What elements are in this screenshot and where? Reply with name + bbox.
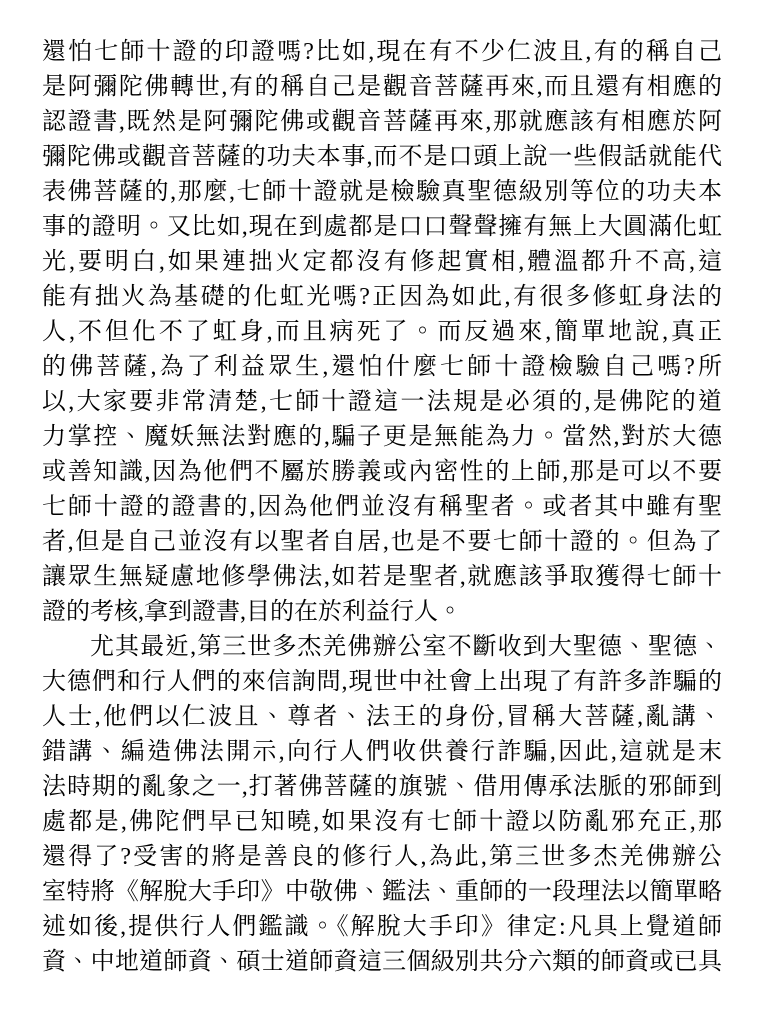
text-line: 的佛菩薩,為了利益眾生,還怕什麼七師十證檢驗自己嗎?所: [42, 354, 722, 380]
text-line: 事的證明。又比如,現在到處都是口口聲聲擁有無上大圓滿化虹: [42, 214, 722, 240]
text-line: 能有拙火為基礎的化虹光嗎?正因為如此,有很多修虹身法的: [42, 284, 722, 310]
text-line: 力掌控、魔妖無法對應的,騙子更是無能為力。當然,對於大德: [42, 424, 722, 450]
text-line: 彌陀佛或觀音菩薩的功夫本事,而不是口頭上說一些假話就能代: [42, 144, 722, 170]
text-line: 還得了?受害的將是善良的修行人,為此,第三世多杰羌佛辦公: [42, 844, 722, 870]
text-line: 尤其最近,第三世多杰羌佛辦公室不斷收到大聖德、聖德、: [90, 634, 722, 660]
text-line: 法時期的亂象之一,打著佛菩薩的旗號、借用傳承法脈的邪師到: [42, 774, 722, 800]
text-line: 大德們和行人們的來信詢問,現世中社會上出現了有許多詐騙的: [42, 669, 722, 695]
text-line: 人士,他們以仁波且、尊者、法王的身份,冒稱大菩薩,亂講、: [42, 704, 722, 730]
text-line: 處都是,佛陀們早已知曉,如果沒有七師十證以防亂邪充正,那: [42, 809, 722, 835]
paragraph-1: [42, 35, 722, 630]
text-line: 錯講、編造佛法開示,向行人們收供養行詐騙,因此,這就是末: [42, 739, 722, 765]
text-line: 證的考核,拿到證書,目的在於利益行人。: [42, 599, 462, 625]
text-line: 認證書,既然是阿彌陀佛或觀音菩薩再來,那就應該有相應於阿: [42, 109, 722, 135]
text-line: 資、中地道師資、碩士道師資這三個級別共分六類的師資或已具: [42, 949, 722, 975]
text-line: 光,要明白,如果連拙火定都沒有修起實相,體溫都升不高,這: [42, 249, 722, 275]
text-line: 者,但是自己並沒有以聖者自居,也是不要七師十證的。但為了: [42, 529, 722, 555]
text-line: 人,不但化不了虹身,而且病死了。而反過來,簡單地說,真正: [42, 319, 722, 345]
text-line: 室特將《解脫大手印》中敬佛、鑑法、重師的一段理法以簡單略: [42, 879, 722, 905]
text-line: 述如後,提供行人們鑑識。《解脫大手印》律定:凡具上覺道師: [42, 914, 722, 940]
text-line: 是阿彌陀佛轉世,有的稱自己是觀音菩薩再來,而且還有相應的: [42, 74, 722, 100]
text-line: 表佛菩薩的,那麼,七師十證就是檢驗真聖德級別等位的功夫本: [42, 179, 722, 205]
text-line: 以,大家要非常清楚,七師十證這一法規是必須的,是佛陀的道: [42, 389, 722, 415]
text-line: 還怕七師十證的印證嗎?比如,現在有不少仁波且,有的稱自己: [42, 39, 722, 65]
text-line: 七師十證的證書的,因為他們並沒有稱聖者。或者其中雖有聖: [42, 494, 722, 520]
text-line: 或善知識,因為他們不屬於勝義或內密性的上師,那是可以不要: [42, 459, 722, 485]
paragraph-2: [42, 630, 722, 980]
text-line: 讓眾生無疑慮地修學佛法,如若是聖者,就應該爭取獲得七師十: [42, 564, 722, 590]
